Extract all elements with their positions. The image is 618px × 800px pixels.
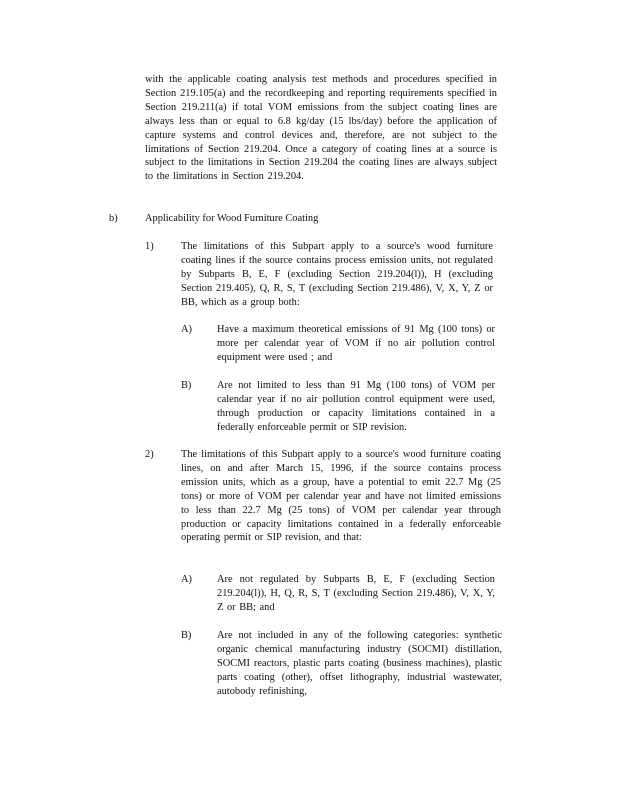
item-1-a-label: A) [181, 324, 192, 335]
item-2-label: 2) [145, 449, 154, 460]
item-2-b-paragraph: Are not included in any of the following categories: synthetic organic chemical manufacturing industry (SOCMI) distillation, SOCMI reactors, plastic parts coating (business machines), plastic parts coating (other), offset lithography, industrial wastewater, autobody refinishing, [217, 630, 502, 697]
section-b-heading: Applicability for Wood Furniture Coating [145, 213, 319, 224]
intro-paragraph: with the applicable coating analysis test methods and procedures specified in Section 219.105(a) and the recordkeeping and reporting requirements specified in Section 219.211(a) if total VOM emissions from the subject coating lines are always less than or equal to 6.8 kg/day (15 lbs/day) before the application of capture systems and control devices and, therefore, are not subject to the limitations of Section 219.204. Once a category of coating lines at a source is subject to the limitations in Section 219.204 the coating lines are always subject to the limitations in Section 219.204. [145, 74, 497, 183]
item-1-a-paragraph: Have a maximum theoretical emissions of 91 Mg (100 tons) or more per calendar year of VOM if no air pollution control equipment were used ; and [217, 324, 495, 363]
item-2-paragraph: The limitations of this Subpart apply to a source's wood furniture coating lines, on and after March 15, 1996, if the source contains process emission units, which as a group, have a potential to emit 22.7 Mg (25 tons) or more of VOM per calendar year and have not limited emissions to less than 22.7 Mg (25 tons) of VOM per calendar year through production or capacity limitations contained in a federally enforceable operating permit or SIP revision, and that: [181, 449, 501, 544]
item-1-b-label: B) [181, 380, 192, 391]
item-2-a-label: A) [181, 574, 192, 585]
item-1-paragraph: The limitations of this Subpart apply to a source's wood furniture coating lines if the source contains process emission units, not regulated by Subparts B, E, F (excluding Section 219.204(l)), H (excluding Section 219.405), Q, R, S, T (excluding Section 219.486), V, X, Y, Z or BB, which as a group both: [181, 241, 493, 308]
item-2-b-label: B) [181, 630, 192, 641]
item-2-a-paragraph: Are not regulated by Subparts B, E, F (excluding Section 219.204(l)), H, Q, R, S, T (excluding Section 219.486), V, X, Y, Z or BB; and [217, 574, 495, 613]
section-b-label: b) [109, 213, 118, 224]
item-1-b-paragraph: Are not limited to less than 91 Mg (100 tons) of VOM per calendar year if no air pollution control equipment were used, through production or capacity limitations contained in a federally enforceable permit or SIP revision. [217, 380, 495, 433]
item-1-label: 1) [145, 241, 154, 252]
